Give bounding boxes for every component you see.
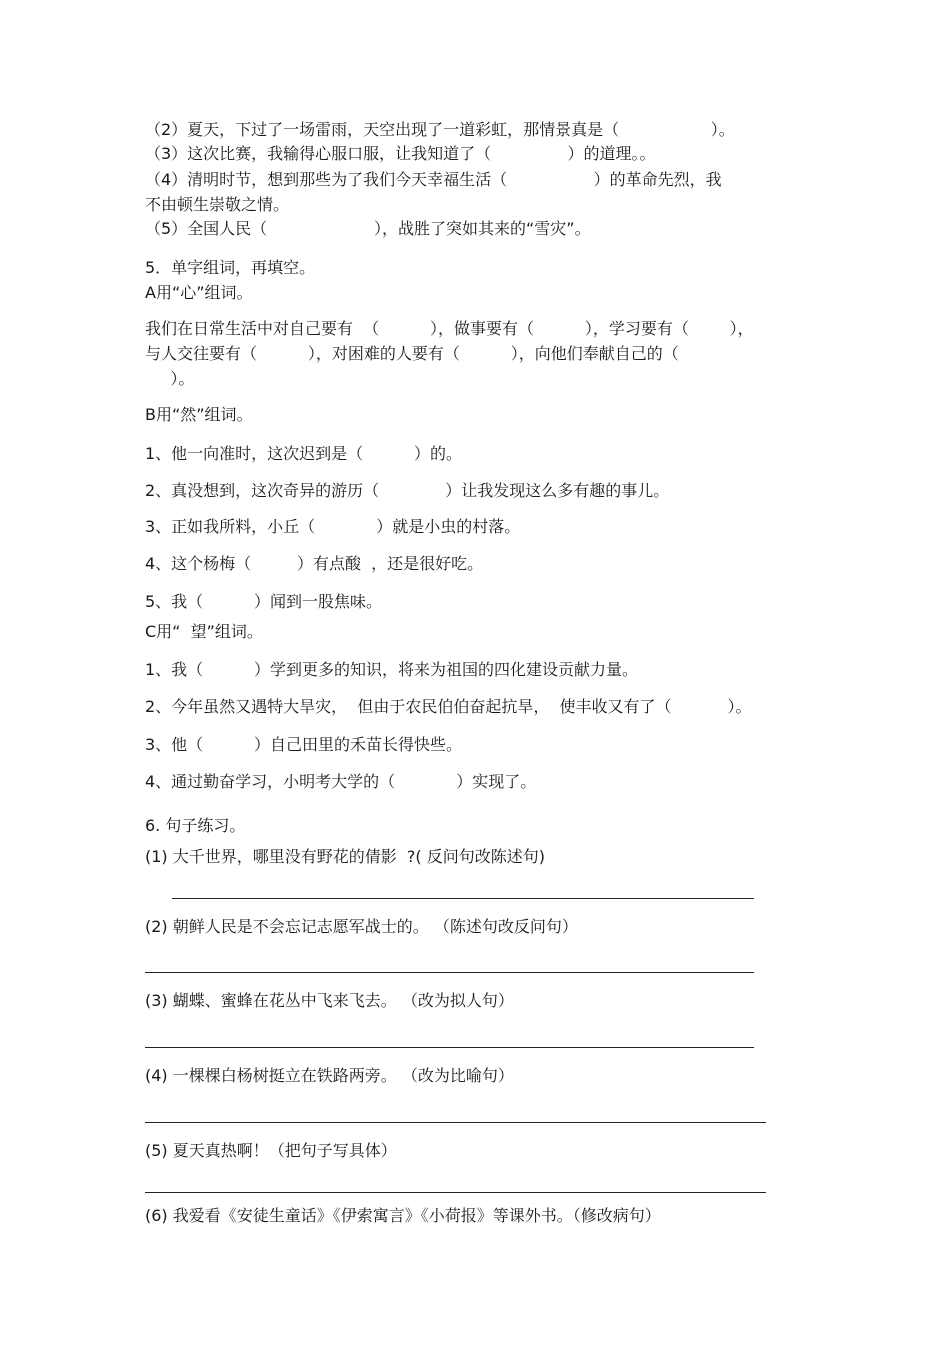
answer-line-2[interactable] — [145, 972, 754, 973]
section-6-title: 6. 句子练习。 — [145, 816, 246, 835]
q6-item-3: (3) 蝴蝶、蜜蜂在花丛中飞来飞去。 （改为拟人句） — [145, 991, 514, 1010]
part-b-item-3: 3、正如我所料，小丘（ ）就是小虫的村落。 — [145, 517, 521, 536]
part-c-item-4: 4、通过勤奋学习，小明考大学的（ ）实现了。 — [145, 772, 537, 791]
answer-line-3[interactable] — [145, 1047, 754, 1048]
part-a-line-3: ）。 — [145, 369, 195, 388]
q6-item-4: (4) 一棵棵白杨树挺立在铁路两旁。 （改为比喻句） — [145, 1066, 514, 1085]
answer-line-4[interactable] — [145, 1122, 766, 1123]
q6-item-6: (6) 我爱看《安徒生童话》《伊索寓言》《小荷报》等课外书。（修改病句） — [145, 1206, 661, 1225]
part-c-item-1: 1、我（ ）学到更多的知识，将来为祖国的四化建设贡献力量。 — [145, 660, 639, 679]
answer-line-5[interactable] — [145, 1192, 766, 1193]
part-b-item-1: 1、他一向准时，这次迟到是（ ）的。 — [145, 444, 463, 463]
q6-item-2: (2) 朝鲜人民是不会忘记志愿军战士的。 （陈述句改反问句） — [145, 917, 578, 936]
part-b-item-4: 4、这个杨梅（ ）有点酸 ，还是很好吃。 — [145, 554, 484, 573]
part-c-item-3: 3、他（ ）自己田里的禾苗长得快些。 — [145, 735, 463, 754]
q4-item-4: （4）清明时节，想到那些为了我们今天幸福生活（ ）的革命先烈，我 — [145, 170, 722, 189]
part-a-line-2: 与人交往要有（ ），对困难的人要有（ ），向他们奉献自己的（ — [145, 344, 679, 363]
part-b-item-5: 5、我（ ）闻到一股焦味。 — [145, 592, 383, 611]
part-a-title: A用“心”组词。 — [145, 283, 253, 302]
part-a-line-1: 我们在日常生活中对自己要有 （ ），做事要有（ ），学习要有（ ）， — [145, 319, 754, 338]
q4-item-4-cont: 不由顿生崇敬之情。 — [145, 195, 290, 214]
q4-item-3: （3）这次比赛，我输得心服口服，让我知道了（ ）的道理。。 — [145, 144, 656, 163]
q4-item-2: （2）夏天，下过了一场雷雨，天空出现了一道彩虹，那情景真是（ ）。 — [145, 120, 735, 139]
part-c-item-2: 2、今年虽然又遇特大旱灾， 但由于农民伯伯奋起抗旱， 使丰收又有了（ ）。 — [145, 697, 752, 716]
part-c-title: C用“ 望”组词。 — [145, 622, 263, 641]
part-b-item-2: 2、真没想到，这次奇异的游历（ ）让我发现这么多有趣的事儿。 — [145, 481, 670, 500]
answer-line-1[interactable] — [172, 898, 754, 899]
part-b-title: B用“然”组词。 — [145, 405, 253, 424]
q4-item-5: （5）全国人民（ ），战胜了突如其来的“雪灾”。 — [145, 219, 591, 238]
q6-item-1: (1) 大千世界，哪里没有野花的倩影 ?( 反问句改陈述句) — [145, 847, 545, 866]
section-5-title: 5．单字组词，再填空。 — [145, 258, 316, 277]
q6-item-5: (5) 夏天真热啊！（把句子写具体） — [145, 1141, 397, 1160]
